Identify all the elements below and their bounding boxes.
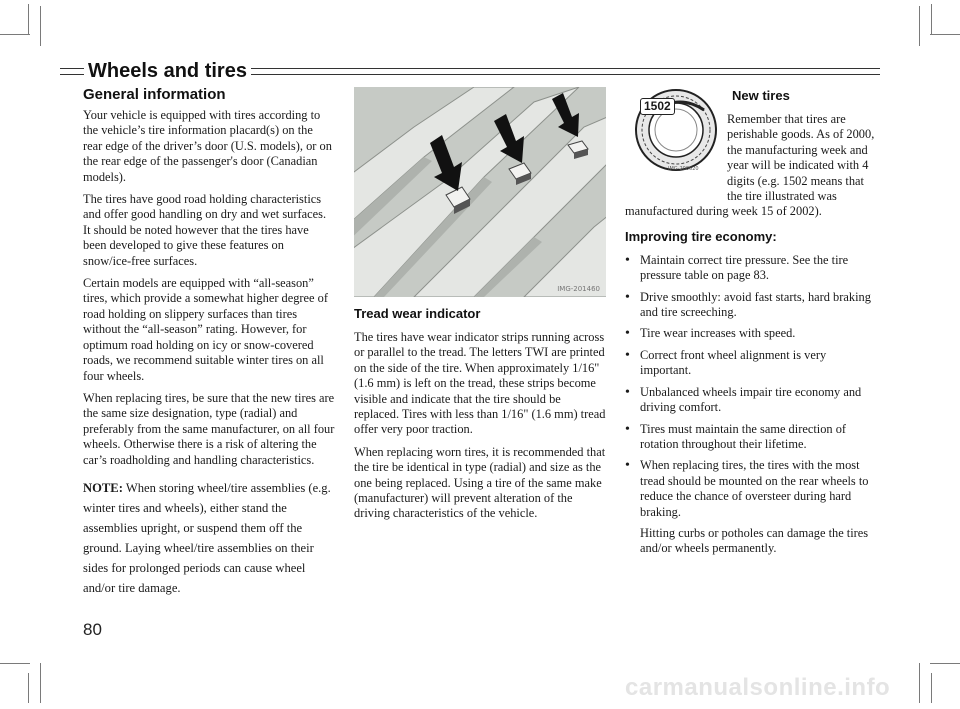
section-title: Wheels and tires xyxy=(84,60,251,82)
column-general xyxy=(83,86,335,605)
bullet-icon: • xyxy=(625,458,630,474)
crop-mark xyxy=(28,4,29,34)
general-heading: General information xyxy=(83,86,226,103)
list-item xyxy=(625,385,877,416)
bullet-text: Tire wear increases with speed. xyxy=(640,326,796,341)
column-new-tires xyxy=(625,88,877,563)
note-label: NOTE: xyxy=(83,480,123,495)
watermark: carmanualsonline.info xyxy=(625,674,891,701)
bullet-icon: • xyxy=(625,326,630,342)
crop-mark xyxy=(919,6,920,46)
list-item xyxy=(625,458,877,556)
crop-mark xyxy=(931,673,932,703)
section-header xyxy=(60,60,880,84)
general-paragraph: The tires have good road holding characteristics and offer good handling on dry and wet surfaces. It should be noted however that the tires have been developed to give these features on snow/ice-free surfaces. xyxy=(83,192,327,268)
crop-mark xyxy=(930,34,960,35)
image-code: IMG-201460 xyxy=(557,285,600,293)
crop-mark xyxy=(0,663,30,664)
closing-text: Hitting curbs or potholes can damage the tires and/or wheels permanently. xyxy=(640,525,869,556)
page-number: 80 xyxy=(83,620,102,639)
crop-mark xyxy=(931,4,932,34)
general-paragraph: Your vehicle is equipped with tires according to the vehicle’s tire information placard(s) on the rear edge of the driver’s door (U.S. models), or on the rear edge of the passenger's door (Canadian models). xyxy=(83,108,332,184)
list-item xyxy=(625,422,877,453)
bullet-icon: • xyxy=(625,252,630,268)
bullet-icon: • xyxy=(625,289,630,305)
tread-heading: Tread wear indicator xyxy=(354,306,481,321)
bullet-text: Tires must maintain the same direction of rotation throughout their lifetime. xyxy=(640,421,847,451)
bullet-text: When replacing tires, the tires with the most tread should be mounted on the rear wheels to reduce the chance of oversteer during hard braking. xyxy=(640,458,869,519)
tread-illustration xyxy=(354,87,606,297)
crop-mark xyxy=(40,6,41,46)
bullet-text: Drive smoothly: avoid fast starts, hard braking and tire screeching. xyxy=(640,289,871,320)
bullet-text: Maintain correct tire pressure. See the tire pressure table on page 83. xyxy=(640,252,849,283)
figure-float xyxy=(625,112,727,190)
general-paragraph: When replacing tires, be sure that the new tires are the same size designation, type (radial) and preferably from the same manufacturer, on all four wheels. Otherwise there is a risk of altering the car’s roadholding and handling characteristics. xyxy=(83,390,335,467)
storage-note xyxy=(83,478,335,598)
crop-mark xyxy=(930,663,960,664)
bullet-icon: • xyxy=(625,347,630,363)
list-item xyxy=(625,253,877,284)
header-rule-right xyxy=(238,68,880,75)
crop-mark xyxy=(0,34,30,35)
note-text: When storing wheel/tire assemblies (e.g. winter tires and wheels), either stand the assemblies upright, or suspend them off the ground. Laying wheel/tire assemblies on their sides for prolonged periods can cause wheel and/or tire damage. xyxy=(83,480,331,595)
bullet-text: Correct front wheel alignment is very important. xyxy=(640,347,827,378)
bullet-text: Unbalanced wheels impair tire economy and driving comfort. xyxy=(640,384,862,415)
tire-image-code: IMG-200620 xyxy=(668,166,699,172)
tire-date-label: 1502 xyxy=(640,98,675,115)
list-item xyxy=(625,326,877,341)
tread-wear-figure xyxy=(354,87,606,297)
crop-mark xyxy=(919,663,920,703)
general-paragraph: Certain models are equipped with “all-season” tires, which provide a somewhat higher degree of road holding on slippery surfaces than tires without the “all-season” rating. However, for optimum road holding on icy or snow-covered roads, we recommend suitable winter tires on all four wheels. xyxy=(83,276,328,383)
bullet-icon: • xyxy=(625,384,630,400)
list-item xyxy=(625,348,877,379)
tread-paragraph: The tires have wear indicator strips running across or parallel to the tread. The letters TWI are printed on the side of the tire. When approximately 1/16" (1.6 mm) is left on the tread, these strips become visible and indicate that the tire should be replaced. Tires with less than 1/16" (1.6 mm) tread offer very poor traction. xyxy=(354,330,606,437)
crop-mark xyxy=(40,663,41,703)
new-tires-text xyxy=(625,112,877,220)
crop-mark xyxy=(28,673,29,703)
economy-heading: Improving tire economy: xyxy=(625,228,777,244)
economy-list xyxy=(625,253,877,557)
column-tread xyxy=(354,306,606,529)
new-tires-paragraph: Remember that tires are perishable goods. As of 2000, the manufacturing week and year will be indicated with 4 digits (e.g. 1502 means that the tire illustrated was manufactured during week 15 of 2002). xyxy=(625,112,875,219)
tread-paragraph: When replacing worn tires, it is recommended that the tire be identical in type (radial) and size as the one being replaced. Using a tire of the same make (manufacturer) will prevent alteration of the driving characteristics of the vehicle. xyxy=(354,444,606,521)
new-tires-heading: New tires xyxy=(732,88,790,103)
bullet-icon: • xyxy=(625,421,630,437)
list-item xyxy=(625,290,877,321)
